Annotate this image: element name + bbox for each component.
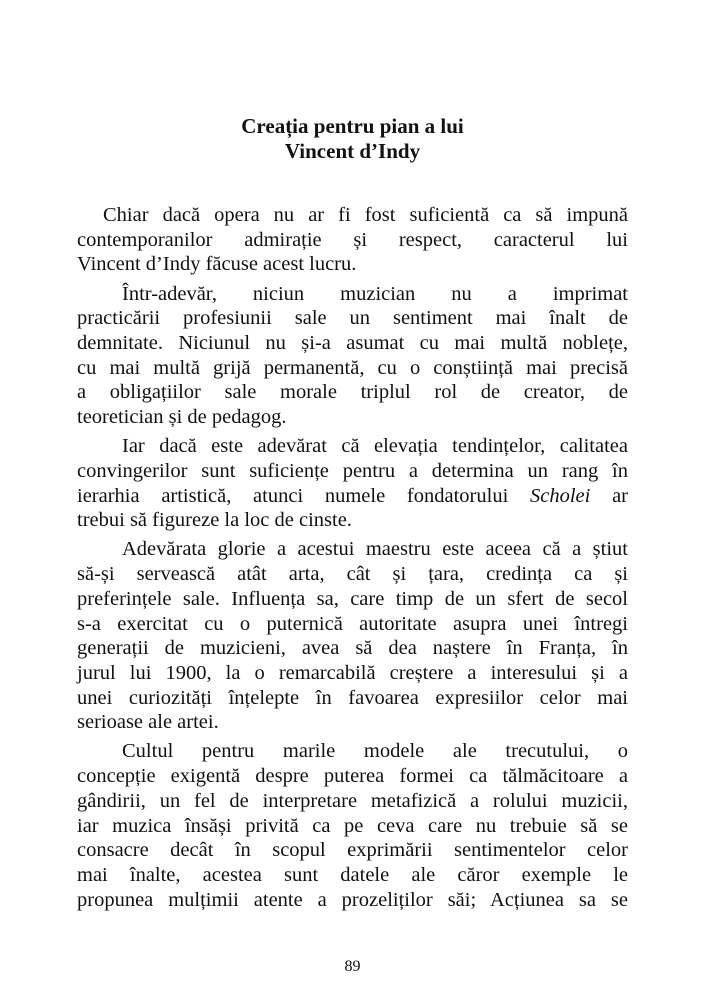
text-line: trebui să figureze la loc de cinste. xyxy=(77,509,352,532)
text-line: preferințele sale. Influența sa, care timp de un sfert de secol xyxy=(77,587,628,610)
text-line: mai înalte, acestea sunt datele ale căror exemple le xyxy=(77,863,628,886)
text-line: jurul lui 1900, la o remarcabilă creștere a interesului și a xyxy=(77,661,628,684)
text-line xyxy=(77,484,628,509)
text-line: teoretician și de pedagog. xyxy=(77,406,287,428)
text-line: cu mai multă grijă permanentă, cu o conștiință mai precisă xyxy=(77,356,628,379)
chapter-title-line: Vincent d’Indy xyxy=(284,139,421,163)
text-line: iar muzica însăși privită ca pe ceva care nu trebuie să se xyxy=(77,814,628,837)
text-line: Chiar dacă opera nu ar fi fost suficientă ca să impună xyxy=(103,204,628,226)
text-line: Cultul pentru marile modele ale trecutului, o xyxy=(122,740,628,763)
paragraph xyxy=(77,434,628,533)
body-text xyxy=(77,203,628,917)
paragraph xyxy=(77,203,628,277)
text-line: unei curiozități înțelepte în favoarea expresiilor celor mai xyxy=(77,686,628,709)
paragraph xyxy=(77,537,628,735)
text-line: consacre decât în scopul exprimării sentimentelor celor xyxy=(77,839,628,862)
text-line: convingerilor sunt suficiențe pentru a determina un rang în xyxy=(77,459,628,482)
text-line: serioase ale artei. xyxy=(77,711,219,734)
text-line: Într-adevăr, niciun muzician nu a imprimat xyxy=(122,282,628,305)
text-line: Vincent d’Indy făcuse acest lucru. xyxy=(77,253,357,276)
chapter-title xyxy=(0,114,705,164)
paragraph xyxy=(77,282,628,430)
text-line: a obligațiilor sale morale triplul rol de creator, de xyxy=(77,381,628,404)
text-line: contemporanilor admirație și respect, caracterul lui xyxy=(77,228,628,251)
text-line: să-și servească atât arta, cât și țara, credința ca și xyxy=(77,563,628,586)
text-line: s-a exercitat cu o puternică autoritate asupra unei întregi xyxy=(77,612,628,635)
text-line: demnitate. Niciunul nu și-a asumat cu mai multă noblețe, xyxy=(77,331,628,354)
text-segment: ar xyxy=(590,484,628,507)
text-line: propunea mulțimii atente a prozeliților săi; Acțiunea sa se xyxy=(77,888,628,911)
text-line: Iar dacă este adevărat că elevația tendințelor, calitatea xyxy=(122,435,628,458)
text-line: generații de muzicieni, avea să dea naștere în Franța, în xyxy=(77,637,628,660)
text-line: gândirii, un fel de interpretare metafizică a rolului muzicii, xyxy=(77,789,628,812)
text-line: concepție exigentă despre puterea formei ca tălmăcitoare a xyxy=(77,765,628,788)
italic-term: Scholei xyxy=(530,484,591,507)
text-segment: ierarhia artistică, atunci numele fondatorului xyxy=(77,484,530,507)
chapter-title-line: Creația pentru pian a lui xyxy=(241,114,464,138)
text-line: Adevărata glorie a acestui maestru este aceea că a știut xyxy=(122,538,628,561)
paragraph xyxy=(77,739,628,912)
page-number: 89 xyxy=(344,958,361,975)
text-line: practicării profesiunii sale un sentiment mai înalt de xyxy=(77,307,628,330)
